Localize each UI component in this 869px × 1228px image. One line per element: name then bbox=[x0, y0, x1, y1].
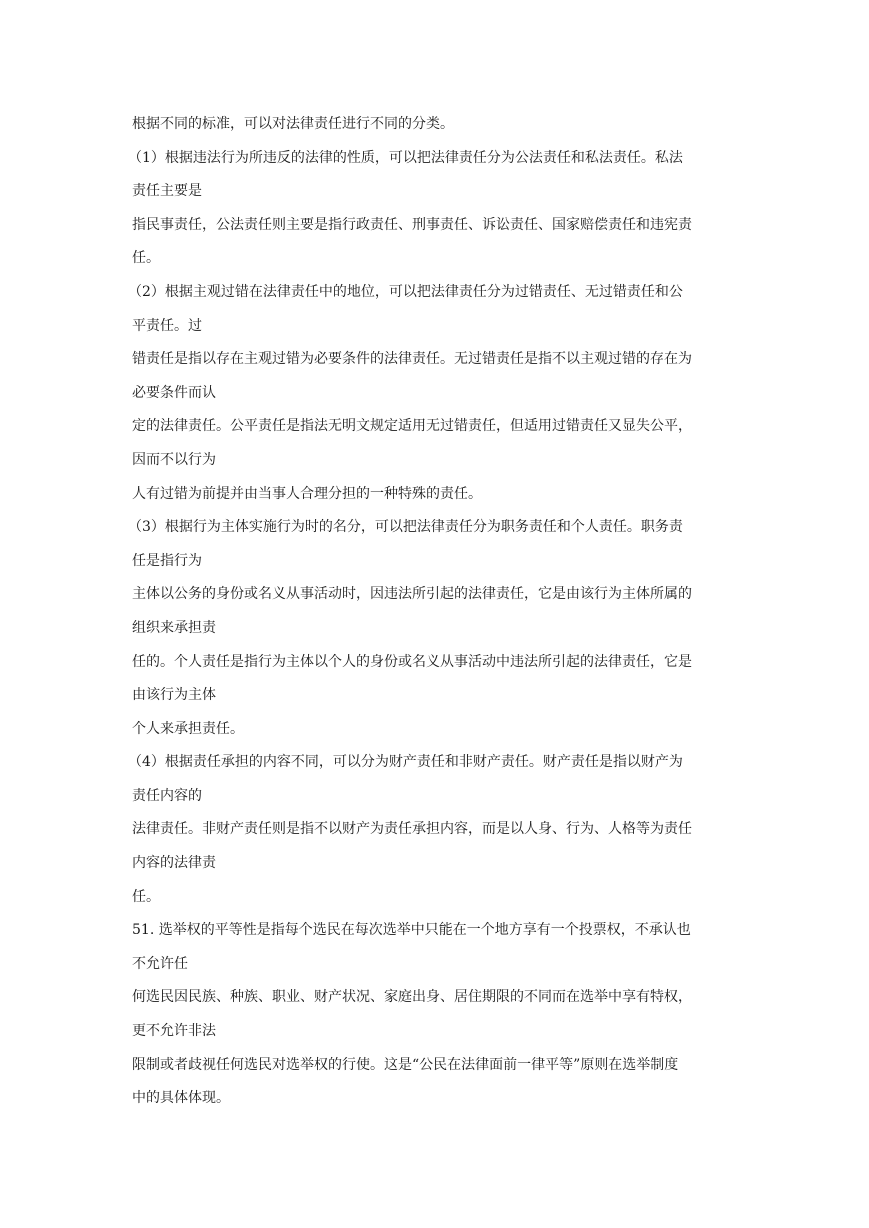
text-line: 指民事责任，公法责任则主要是指行政责任、刑事责任、诉讼责任、国家赔偿责任和违宪责 bbox=[132, 216, 692, 233]
text-line: 责任主要是 bbox=[132, 183, 202, 200]
text-line: 人有过错为前提并由当事人合理分担的一种特殊的责任。 bbox=[132, 485, 482, 502]
text-line: 根据不同的标准，可以对法律责任进行不同的分类。 bbox=[132, 116, 454, 132]
text-line: 任。 bbox=[132, 888, 160, 905]
text-line: （2）根据主观过错在法律责任中的地位，可以把法律责任分为过错责任、无过错责任和公 bbox=[128, 283, 683, 300]
text-line: 因而不以行为 bbox=[132, 451, 216, 468]
text-line: 限制或者歧视任何选民对选举权的行使。这是“公民在法律面前一律平等”原则在选举制度 bbox=[132, 1056, 679, 1073]
text-line: 任是指行为 bbox=[132, 552, 202, 569]
text-line: （3）根据行为主体实施行为时的名分，可以把法律责任分为职务责任和个人责任。职务责 bbox=[128, 519, 683, 536]
text-line: 组织来承担责 bbox=[132, 619, 216, 636]
text-line: 中的具体体现。 bbox=[132, 1090, 230, 1107]
text-line: 平责任。过 bbox=[132, 317, 202, 334]
text-line: 个人来承担责任。 bbox=[132, 720, 244, 737]
text-line: 更不允许非法 bbox=[132, 1023, 216, 1040]
text-line: 何选民因民族、种族、职业、财产状况、家庭出身、居住期限的不同而在选举中享有特权， bbox=[132, 989, 692, 1006]
text-line: 定的法律责任。公平责任是指法无明文规定适用无过错责任，但适用过错责任又显失公平， bbox=[132, 418, 692, 435]
text-line: （1）根据违法行为所违反的法律的性质，可以把法律责任分为公法责任和私法责任。私法 bbox=[128, 149, 683, 166]
text-line: 必要条件而认 bbox=[132, 384, 216, 401]
text-line: （4）根据责任承担的内容不同，可以分为财产责任和非财产责任。财产责任是指以财产为 bbox=[128, 754, 683, 771]
body-text bbox=[128, 108, 742, 1116]
text-line: 由该行为主体 bbox=[132, 687, 216, 704]
text-line: 51. 选举权的平等性是指每个选民在每次选举中只能在一个地方享有一个投票权，不承认也 bbox=[132, 922, 691, 939]
text-line: 内容的法律责 bbox=[132, 855, 216, 872]
text-line: 任。 bbox=[132, 250, 160, 267]
text-line: 主体以公务的身份或名义从事活动时，因违法所引起的法律责任，它是由该行为主体所属的 bbox=[132, 586, 692, 603]
text-line: 不允许任 bbox=[132, 955, 188, 972]
text-line: 责任内容的 bbox=[132, 787, 202, 804]
text-line: 法律责任。非财产责任则是指不以财产为责任承担内容，而是以人身、行为、人格等为责任 bbox=[132, 821, 692, 838]
text-line: 任的。个人责任是指行为主体以个人的身份或名义从事活动中违法所引起的法律责任，它是 bbox=[132, 653, 692, 670]
text-line: 错责任是指以存在主观过错为必要条件的法律责任。无过错责任是指不以主观过错的存在为 bbox=[132, 351, 692, 368]
